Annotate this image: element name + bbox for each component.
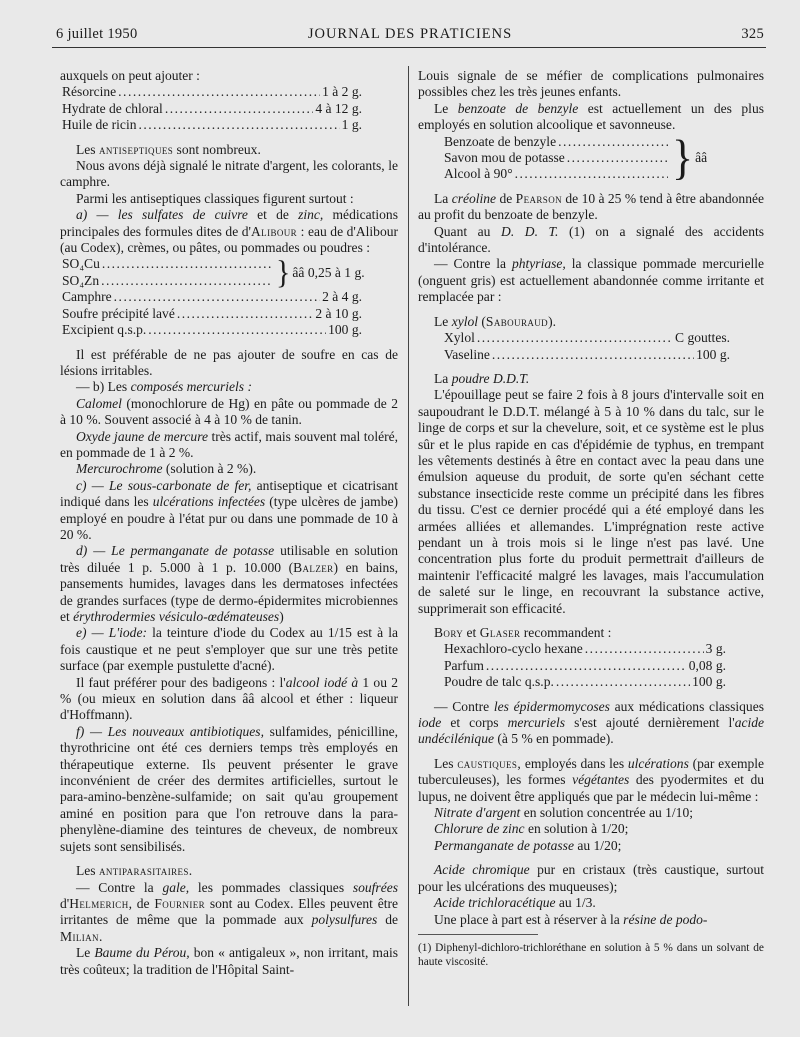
formula-2 (60, 254, 365, 338)
paragraph: La poudre D.D.T. (434, 370, 530, 386)
header-page-number: 325 (741, 26, 764, 42)
formula-1 (60, 84, 362, 133)
header-journal-title: JOURNAL DES PRATICIENS (307, 26, 513, 42)
header-date: 6 juillet 1950 (56, 26, 138, 42)
footnote-rule (418, 934, 538, 935)
paragraph: Une place à part est à réserver à la résine de podo- (434, 911, 708, 927)
paragraph: c) — Le sous-carbonate de fer, antiseptique et cicatrisant indiqué dans les ulcérations infectées (type ulcères de jambe) employé en poudre à l'état pur ou dans une pommade de 10 à 20 %. (60, 477, 399, 542)
paragraph: a) — les sulfates de cuivre et de zinc, médications principales des formules dites de d'Alibour : eau de d'Alibour (au Codex), crèmes, ou pâtes, ou pommades ou poudres : (60, 207, 398, 256)
paragraph: La créoline de Pearson de 10 à 25 % tend à être abandonnée au profit du benzoate de benzyle. (418, 190, 764, 223)
left-column (60, 68, 398, 978)
formula-row: Xylol ..... C gouttes. (444, 330, 730, 346)
list-item: Chlorure de zinc en solution à 1/20; (434, 821, 629, 837)
paragraph: — b) Les composés mercuriels : (76, 379, 252, 395)
formula-row: Huile de ricin ..... 1 g. (62, 117, 362, 133)
paragraph: — Contre les épidermomycoses aux médications classiques iode et corps mercuriels s'est ajouté dernièrement l'acide undécilénique (à 5 % en pommade). (418, 698, 765, 747)
footnote: (1) Diphenyl-dichloro-trichloréthane en solution à 5 % dans un solvant de haute viscosité. (418, 941, 764, 968)
formula-row: Vaseline ..... 100 g. (444, 347, 730, 363)
paragraph: Les caustiques, employés dans les ulcérations (par exemple tuberculeuses), les formes végétantes des pyodermites et du lupus, ne doivent être appliqués que par le médecin lui-même : (418, 755, 765, 804)
paragraph: L'épouillage peut se faire 2 fois à 8 jours d'intervalle soit en saupoudrant le D.D.T. mélangé à 5 à 10 % dans du talc, sur le linge de corps et sur la chevelure, soit, et ce système est le plus sûr et le plus rapide en cas d'épidémie de typhus, en trempant les vêtements destinés à être en contact avec la peau dans une émulsion aqueuse du produit, de sorte qu'en séchant cette substance insecticide reste comme un précipité dans les fibres du tissu. C'est ce dernier procédé qui a été employé dans les armées alliées et allemandes. L'imprégnation reste active pendant un à trois mois si le linge n'est pas lavé. Une concentration plus forte du produit permettrait d'ailleurs de maintenir l'efficacité malgré les lavages, mais l'accumulation de saleté sur le linge, en recouvrant la substance active, supprimerait son efficacité. (418, 387, 764, 616)
formula-row: Hexachloro-cyclo hexane ..... 3 g. (444, 641, 726, 657)
paragraph: Calomel (monochlorure de Hg) en pâte ou pommade de 2 à 10 %. Souvent associé à 4 à 10 % de tanin. (60, 395, 399, 428)
section-heading: Les antiparasitaires. (76, 863, 193, 879)
paragraph: Les antiseptiques sont nombreux. (76, 141, 261, 157)
formula-brace-group: SO₄Cu ..... SO₄Zn ..... } ââ 0,25 à 1 g. (62, 256, 362, 289)
paragraph: Il est préférable de ne pas ajouter de soufre en cas de lésions irritables. (60, 346, 398, 378)
paragraph: Le xylol (Sabouraud). (434, 313, 556, 329)
paragraph: Quant au D. D. T. (1) on a signalé des accidents d'intolérance. (418, 223, 765, 256)
paragraph: Le benzoate de benzyle est actuellement un des plus employés en solution alcoolique et savonneuse. (418, 100, 764, 133)
list-item: Acide chromique pur en cristaux (très caustique, surtout pour les ulcérations des muqueuses); (418, 862, 764, 894)
formula-row: Résorcine ..... 1 à 2 g. (62, 84, 362, 100)
paragraph: Oxyde jaune de mercure très actif, mais souvent mal toléré, en pommade de 1 à 2 %. (60, 428, 399, 460)
list-item: Acide trichloracétique au 1/3. (434, 895, 596, 911)
formula-4 (418, 330, 730, 363)
column-divider (408, 66, 409, 1006)
list-item: Nitrate d'argent en solution concentrée au 1/10; (434, 805, 693, 821)
formula-row: Poudre de talc q.s.p. ..... 100 g. (444, 674, 726, 690)
formula-row: Soufre précipité lavé ..... 2 à 10 g. (62, 306, 362, 322)
formula-5 (418, 641, 726, 690)
paragraph: Nous avons déjà signalé le nitrate d'argent, les colorants, le camphre. (60, 158, 398, 190)
formula-row: Parfum ..... 0,08 g. (444, 658, 726, 674)
paragraph: d) — Le permanganate de potasse utilisable en solution très diluée 1 p. 5.000 à 1 p. 10.000 (Balzer) en bains, pansements humides, lavages dans les dermatoses infectées de grandes surfaces (type de dermo-épidermites microbiennes et érythrodermies vésiculo-œdémateuses) (60, 543, 398, 624)
right-column (418, 68, 764, 969)
paragraph: Bory et Glaser recommandent : (434, 625, 612, 640)
formula-row: Camphre ..... 2 à 4 g. (62, 289, 362, 305)
page-header (56, 26, 764, 48)
paragraph: auxquels on peut ajouter : (60, 68, 200, 83)
paragraph: f) — Les nouveaux antibiotiques, sulfamides, pénicilline, thyrothricine ont été ces derniers temps très employés en thérapeutique externe. Ils peuvent présenter le grave inconvénient de créer des dermites artificielles, surtout le para-amino-benzène-sulfamide; on sait qu'au groupement aminé en position para que l'on retrouve dans la para-phenylène-diamine des teintures de cheveux, de nombreux sujets sont sensibilisés. (60, 723, 399, 854)
paragraph: Louis signale de se méfier de complications pulmonaires possibles chez les très jeunes enfants. (418, 68, 764, 100)
header-rule (52, 47, 766, 48)
paragraph: Parmi les antiseptiques classiques figurent surtout : (76, 190, 354, 206)
paragraph: Le Baume du Pérou, bon « antigaleux », non irritant, mais très coûteux; la tradition de l'Hôpital Saint- (60, 945, 399, 977)
formula-row: Excipient q.s.p. ..... 100 g. (62, 322, 362, 338)
paragraph: — Contre la phtyriase, la classique pommade mercurielle (onguent gris) est actuellement abandonnée comme irritante et remplacée par : (418, 256, 764, 305)
paragraph: — Contre la gale, les pommades classiques soufrées d'Helmerich, de Fournier sont au Codex. Elles peuvent être irritantes de même que la pommade aux polysulfures de Milian. (60, 879, 398, 944)
paragraph: e) — L'iode: la teinture d'iode du Codex au 1/15 est à la fois caustique et ne peut s'employer que sur une très petite surface (par exemple pustulette d'acné). (60, 625, 398, 674)
formula-row: Hydrate de chloral ..... 4 à 12 g. (62, 101, 362, 117)
paragraph: Mercurochrome (solution à 2 %). (76, 461, 257, 477)
list-item: Permanganate de potasse au 1/20; (434, 837, 622, 853)
paragraph: Il faut préférer pour des badigeons : l'alcool iodé à 1 ou 2 % (ou mieux en solution dans ââ alcool et éther : liqueur d'Hoffmann). (60, 674, 398, 723)
formula-3: Benzoate de benzyle ..... Savon mou de potasse ..... Alcool à 90° ..... } ââ (418, 134, 764, 183)
